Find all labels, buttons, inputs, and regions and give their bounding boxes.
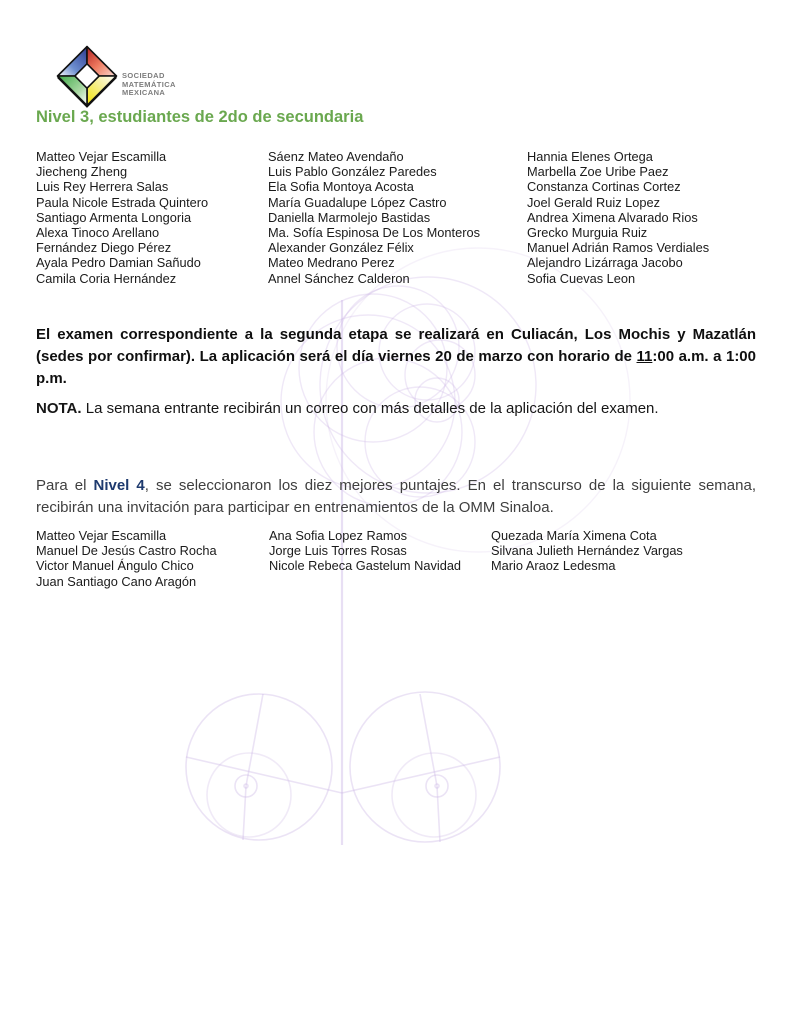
student-name: Joel Gerald Ruiz Lopez — [527, 194, 661, 210]
student-name: Mateo Medrano Perez — [268, 255, 395, 271]
student-name: Ana Sofia Lopez Ramos — [269, 528, 408, 543]
nota-text: La semana entrante recibirán un correo con más detalles de la aplicación del examen. — [81, 400, 659, 417]
student-name: Fernández Diego Pérez — [36, 240, 172, 256]
student-name: Ela Sofia Montoya Acosta — [268, 179, 414, 195]
student-name: Manuel De Jesús Castro Rocha — [36, 543, 217, 559]
nivel4-column-3 — [491, 528, 683, 589]
student-name: María Guadalupe López Castro — [268, 194, 447, 210]
student-name: Alexa Tinoco Arellano — [36, 225, 160, 241]
nivel4-text-1: Para el — [36, 477, 94, 494]
student-name: Andrea Ximena Alvarado Rios — [527, 209, 698, 225]
nivel4-column-2 — [269, 528, 491, 589]
exam-announcement-paragraph — [36, 324, 756, 389]
logo-line-2: MATEMÁTICA — [122, 79, 176, 89]
section-heading-nivel3: Nivel 3, estudiantes de 2do de secundaria — [36, 108, 364, 126]
student-name: Quezada María Ximena Cota — [491, 528, 657, 543]
student-name: Sáenz Mateo Avendaño — [268, 149, 404, 164]
nivel4-text-2: , se seleccionaron los diez mejores puntajes. En el transcurso de la siguiente semana, recibirán una invitación para participar en entrenamientos de la OMM Sinaloa. — [36, 477, 756, 516]
student-name: Ma. Sofía Espinosa De Los Monteros — [268, 225, 480, 241]
student-name: Sofia Cuevas Leon — [527, 270, 636, 286]
student-name: Mario Araoz Ledesma — [491, 558, 616, 574]
exam-text-2: :00 a.m. a 1:00 p.m. — [36, 347, 756, 387]
student-name: Matteo Vejar Escamilla — [36, 528, 167, 543]
nivel3-name-list — [36, 149, 709, 286]
student-name: Luis Pablo González Paredes — [268, 164, 437, 180]
student-name: Juan Santiago Cano Aragón — [36, 573, 197, 589]
exam-text-1: El examen correspondiente a la segunda etapa se realizará en Culiacán, Los Mochis y Mazatlán (sedes por confirmar). La aplicación será el día viernes 20 de marzo con horario de — [36, 326, 756, 365]
student-name: Annel Sánchez Calderon — [268, 270, 410, 286]
nota-label: NOTA. — [36, 400, 82, 417]
nivel3-column-1 — [36, 149, 268, 286]
student-name: Marbella Zoe Uribe Paez — [527, 164, 669, 180]
student-name: Grecko Murguia Ruiz — [527, 225, 648, 241]
smm-diamond-icon — [55, 44, 119, 108]
nivel4-highlight: Nivel 4 — [93, 477, 145, 494]
nivel4-paragraph — [36, 475, 756, 519]
student-name: Alejandro Lizárraga Jacobo — [527, 255, 683, 271]
logo-line-1: SOCIEDAD — [122, 71, 165, 81]
student-name: Jorge Luis Torres Rosas — [269, 543, 407, 559]
smm-logo — [55, 44, 176, 108]
exam-time-underlined: 11 — [636, 347, 653, 365]
student-name: Paula Nicole Estrada Quintero — [36, 194, 209, 210]
student-name: Nicole Rebeca Gastelum Navidad — [269, 558, 462, 574]
nivel3-column-3 — [527, 149, 709, 286]
student-name: Constanza Cortinas Cortez — [527, 179, 681, 195]
nivel3-column-2 — [268, 149, 527, 286]
nota-paragraph — [36, 398, 756, 420]
nivel4-name-list — [36, 528, 683, 589]
student-name: Daniella Marmolejo Bastidas — [268, 209, 431, 225]
student-name: Ayala Pedro Damian Sañudo — [36, 255, 201, 271]
student-name: Santiago Armenta Longoria — [36, 209, 192, 225]
student-name: Luis Rey Herrera Salas — [36, 179, 169, 195]
smm-logo-wordmark — [122, 72, 176, 98]
student-name: Silvana Julieth Hernández Vargas — [491, 543, 683, 559]
nivel4-column-1 — [36, 528, 269, 589]
student-name: Camila Coria Hernández — [36, 270, 177, 286]
student-name: Alexander González Félix — [268, 240, 414, 256]
student-name: Manuel Adrián Ramos Verdiales — [527, 240, 710, 256]
logo-line-3: MEXICANA — [122, 88, 166, 98]
student-name: Matteo Vejar Escamilla — [36, 149, 167, 164]
student-name: Jiecheng Zheng — [36, 164, 128, 180]
student-name: Victor Manuel Ángulo Chico — [36, 558, 194, 574]
student-name: Hannia Elenes Ortega — [527, 149, 653, 164]
